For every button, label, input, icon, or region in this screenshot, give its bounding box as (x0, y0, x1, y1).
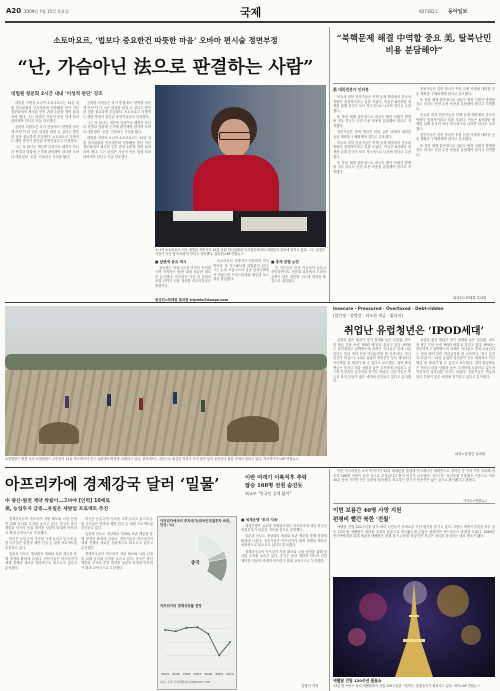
article-body-col5 (271, 259, 326, 299)
article-kicker: 中 광산·원전 계약 싹쓸이…고바야 [인력] 10배로 (5, 499, 110, 504)
article-byline: 카이로=연합뉴스 (463, 499, 488, 503)
article-headline: 취업난 유럽청년은 ‘IPOD세대’ (343, 326, 485, 337)
paragraph: 일본과 인도도 정상회의 개최와 차관 제공을 통해 영향력 확대에 나섰다. 전문가들은 아프리카가 세계 경제의 새로운 성장축으로 떠오르고 있다고 분석했다. (5, 552, 77, 570)
ipod-article (333, 306, 495, 461)
plane-crash-article (245, 469, 327, 689)
x-tick-label: 2010 (226, 672, 234, 676)
section-subhead: ■ 답변에 증교 역시 (155, 260, 187, 264)
paragraph: 이란 카스피항공 소속 여객기가 15일 테헤란을 출발해 아르메니아 예레반으로 향하던 중 이륙 직후 추락해 탑승자 168명 전원이 숨진 것으로 추정된다고 현지 언론이 보도했다. 사고기는 러시아제 투폴레프 기종으로 이륙 16분 만에 카즈빈 인근 들판에 떨어졌다. 외교부는 한국인 탑승객은 없는 것으로 확인됐다고 밝혔다. (333, 469, 495, 483)
article-body-col1 (11, 101, 79, 299)
article-body-col2 (416, 338, 495, 450)
paragraph: 또 북한 체제 불안정으로 대규모 탈북 사태가 발생할 경우 미국도 난민 수용 비용을 분담해야 한다고 지적했다. (333, 160, 411, 174)
photo-glasses (219, 132, 251, 140)
eiffel-article (333, 469, 495, 691)
page-number: A20 (6, 7, 22, 15)
article-rule (333, 503, 495, 504)
data-point (229, 641, 231, 643)
paragraph: 일본과 인도도 정상회의 개최와 차관 제공을 통해 영향력 확대에 나섰다. 전문가들은 아프리카가 세계 경제의 새로운 성장축으로 떠오르고 있다고 분석했다. (241, 534, 327, 548)
photo-worker (107, 394, 111, 406)
paragraph: 미국의 대북 전문가들은 북핵 문제 해결에서 중국의 역할이 결정적이라고 입을 모았다. 이들은 6자회담 재개를 위해 중국이 보다 적극적으로 나서야 한다고 주장했다. (333, 140, 411, 159)
article-byline: 김영식 기자 (301, 684, 319, 688)
paragraph: 또 북한 체제 불안정으로 대규모 탈북 사태가 발생할 경우 미국도 난민 수용 비용을 분담해야 한다고 지적했다. (333, 114, 411, 129)
paragraph: 세계은행은 글로벌 경제위기에도 아프리카에 대한 외국인 직접투자가 당분간 지속될 것으로 전망했다. (241, 523, 327, 533)
somaliland-photo (5, 306, 327, 456)
paragraph: 미국은 농업 분야 투자를 크게 늘리고 있으며 유럽 국가들은 항만과 제방 건설 등 대형 프로젝트를 추진하고 있다. (5, 536, 77, 551)
article-body-col2 (81, 517, 153, 689)
paragraph: 그는 또 판사는 개인적 감정이나 배경이 아니라 헌법과 법률에 근거해 판단해야 한다며 오바마 대통령의 ‘공감’ 기준과는 거리를 뒀다. (11, 145, 79, 159)
column-byline-head: 美 대북전문가 인터뷰 (333, 87, 369, 92)
section-rule (5, 467, 495, 468)
section-subhead: ■ 중재 판결 논란 (271, 260, 299, 264)
article-body (333, 525, 495, 575)
photo-nameplate (241, 217, 307, 231)
paragraph: 소토마요르 지명자가 인준되면 미국 역사상 첫 히스패닉계 대법관이 된다. 그는 뉴욕 브롱크스의 공공 임대주택에서 자랐으며 프린스턴대와 예일대 로스쿨을 졸업했다. (213, 259, 269, 282)
article-headline: “난, 가슴아닌 法으로 판결하는 사람” (17, 57, 314, 78)
chart-title: 아프리카의 경제성장률 전망 (160, 604, 202, 608)
photo-haystack (39, 422, 79, 444)
column-headline: “북핵문제 해결 中역할 중요 美, 탈북난민 비용 분담해야” (336, 34, 492, 56)
data-point (175, 630, 177, 632)
sotomayor-article (5, 27, 326, 300)
paper-issue-number: 제27362호 (418, 9, 439, 14)
paragraph: 일본과 인도도 정상회의 개최와 차관 제공을 통해 영향력 확대에 나섰다. 전문가들은 아프리카가 세계 경제의 새로운 성장축으로 떠오르고 있다고 분석했다. (81, 532, 153, 551)
x-tick-label: 2004 (161, 672, 169, 676)
x-tick-label: 2007 (193, 672, 202, 676)
paragraph: 미국은 농업 분야 투자를 크게 늘리고 있으며 유럽 국가들은 항만과 제방 건설 등 대형 프로젝트를 추진하고 있다. (81, 517, 153, 531)
series-line (165, 627, 230, 655)
paragraph: 유럽의 젊은 세대가 경기 침체와 높은 실업률, 과도한 세금 부담 속에 ‘IPOD 세대’로 불리고 있다. IPOD는 불안정하고 압박받으며 과세가 지나치고 빚에 시달린다는 뜻의 영어 단어 머리글자를 딴 신조어다. 영국 일간지 타임스는 14일 유럽의 청년층이 부모 세대보다 가난해질 첫 세대가 될 수 있다고 보도했다. 대학 졸업생들은 학자금 대출 상환과 높은 주거비에 시달리고 있으며 안정적인 일자리를 얻기도 어렵다. 전문가들은 연금과 복지 부담이 젊은 세대에 전가되고 있다고 분석했다. (333, 338, 411, 384)
masthead-rule (5, 21, 495, 23)
article-subhead: 대법원 청문회 2시간 내내 ‘이성적 판단’ 강조 (11, 92, 103, 97)
column-byline: 워싱턴=하태원 특파원 (453, 296, 487, 300)
article-kicker: 美, 농업투자 급증…유럽은 제방업 프로젝트 추진 (5, 507, 109, 512)
fdi-chart (157, 516, 237, 690)
x-tick-label: 2009 (215, 672, 223, 676)
paragraph: 대법관 지명자 소니아 소토마요르는 14일 상원 법사위원회 인사청문회 이틀째를 맞아 지난 청문회에서 제기된 인종 편향 논란을 정면 돌파하려 했다. 그는 판결은 가슴이 아닌 법에 따라 내려져야 한다고 거듭 강조했다. (11, 101, 79, 124)
photo-haystack (227, 416, 279, 442)
article-kicker: 펀평비 빨간 북한 ‘전월’ (333, 517, 391, 523)
article-body-col1 (333, 338, 411, 456)
paragraph: 에펠탑 건립 120주년을 맞아 파리 시민들이 다채로운 기념 행사를 즐기고 있다. 프랑스 혁명기념일을 하루 앞둔 13일 밤 에펠탑은 화려한 조명과 불꽃으로 장식됐으며 수많은 관광객이 샹드마르스 광장에 모였다. 1889년 만국박람회를 위해 세워진 에펠탑은 한때 철거 논란을 겪었지만 지금은 파리를 상징하는 대표 명소가 됐다. (333, 525, 495, 539)
photo-caption: 소니아 소토마요르 미국 대법관 지명자가 14일 상원 법사위원회 인사청문회에서 의원들의 질의에 답하고 있다. 그는 판결은 가슴이 아닌 법에 따라야 한다고 강조했다. 워싱턴=AP 연합뉴스 (155, 248, 326, 257)
column-divider (329, 469, 330, 691)
section-rule (5, 302, 495, 303)
paragraph: 경제강국들이 아프리카 자원 확보와 시장 선점을 위해 앞다퉈 투자를 늘리고 있다. 중국은 광산 개발과 인프라 건설 계약을 잇달아 따내며 아프리카 최대 교역국으로 부상했다. (81, 552, 153, 570)
plane-crash-text (333, 469, 495, 499)
photo-jacket (193, 155, 279, 219)
chart-title: 아프리카에서의 투자국가(외국인직접투자 비중, 단위: %) (160, 519, 231, 528)
data-point (218, 655, 220, 657)
sotomayor-photo (155, 85, 326, 247)
paragraph: 청문회는 이날 2시간 가까이 이어졌으며 지명자는 답변 내내 차분한 태도를 유지했다. 민주당은 다음 달 본회의 표결 전까지 인준 절차를 마무리한다는 방침이다. (155, 265, 211, 288)
article-body-col1 (5, 517, 77, 689)
column-body-col2 (416, 87, 495, 295)
photo-worker (173, 392, 177, 404)
article-byline: 파리=송평인 특파원 (455, 452, 486, 456)
eiffel-photo (333, 577, 495, 677)
paper-name: 동아일보 (448, 9, 468, 15)
photo-caption: 13일 밤 프랑스 파리 에펠탑에서 건립 120주년을 기념하는 불꽃놀이가 펼쳐지고 있다. 파리=AP 연합뉴스 (333, 684, 481, 688)
photo-worker (65, 396, 69, 408)
article-kicker: 이번 보름간 40명 사망 지원 (333, 508, 402, 514)
chart-source: 자료: 유엔 무역개발회의(UNCTAD), IMF (160, 680, 211, 684)
article-body-col2 (83, 101, 151, 299)
data-point (207, 633, 209, 635)
column-body-col1 (333, 95, 411, 301)
photo-caption-title: 에펠탑 건립 120주년 불꽃쇼 (333, 678, 382, 683)
article-body-col4 (213, 259, 269, 299)
line-chart (161, 611, 233, 677)
x-tick-label: 2008 (204, 672, 213, 676)
paragraph: 또 북한 체제 불안정으로 대규모 탈북 사태가 발생할 경우 미국도 난민 수용 비용을 분담해야 한다고 지적했다. (416, 97, 495, 111)
x-tick-label: 2006 (182, 672, 191, 676)
article-kicker: 소토마요르, ‘법보다 중요한건 따뜻한 마음’ 오바마 편시술 정면부정 (53, 36, 278, 45)
article-kicker-translation: (불안정 · 압박감 · 과도한 세금 · 빚더미) (333, 313, 403, 318)
data-point (197, 626, 199, 628)
headline-rule (333, 83, 495, 84)
paragraph: 전문가들은 한미 양국이 북한 급변 사태에 대비한 공동 계획을 구체화해야 한다고 강조했다. (416, 132, 495, 142)
article-subhead: 외교부 “한국인 승객 없어” (245, 491, 292, 496)
paragraph: 경제강국들이 아프리카 자원 확보와 시장 선점을 위해 앞다퉈 투자를 늘리고 있다. 중국은 광산 개발과 인프라 건설 계약을 잇달아 따내며 아프리카 최대 교역국으로 부상했다. (241, 549, 327, 563)
paragraph: 공화당 의원들은 과거 연설에서 ‘현명한 라틴계 여성’이 더 나은 판결을 내릴 수 있다고 발언한 점을 집요하게 추궁했다. 소토마요르 지명자는 해당 발언이 잘못된 표현이었다고 인정했다. (83, 101, 151, 119)
pie-center-label: 중국 (191, 561, 200, 566)
paragraph: 공화당 의원들은 과거 연설에서 ‘현명한 라틴계 여성’이 더 나은 판결을 내릴 수 있다고 발언한 점을 집요하게 추궁했다. 소토마요르 지명자는 해당 발언이 잘못된 표현이었다고 인정했다. (11, 125, 79, 144)
nk-column (333, 27, 495, 302)
masthead (0, 0, 500, 26)
paragraph: 미국의 대북 전문가들은 북핵 문제 해결에서 중국의 역할이 결정적이라고 입을 모았다. 이들은 6자회담 재개를 위해 중국이 보다 적극적으로 나서야 한다고 주장했다. (333, 95, 411, 113)
issue-date: 2009년 7월 15일 목요일 (24, 9, 69, 14)
section-title: 국제 (240, 6, 262, 19)
paragraph: 미국의 대북 전문가들은 북핵 문제 해결에서 중국의 역할이 결정적이라고 입을 모았다. 이들은 6자회담 재개를 위해 중국이 보다 적극적으로 나서야 한다고 주장했다. (416, 112, 495, 131)
photo-treeline (5, 354, 327, 370)
photo-caption: 소말릴란드 땅콩 농사 소말릴란드 주민들이 14일 하르게이사 인근 들판에서 땅콩을 수확하고 있다. 현지에서는 내전으로 매설된 지뢰가 아직 남아 있어 농민들이 위험 속에서 일하고 있다. 하르게이사=AP 연합뉴스 (5, 457, 299, 461)
paragraph: 또 북한 체제 불안정으로 대규모 탈북 사태가 발생할 경우 미국도 난민 수용 비용을 분담해야 한다고 지적했다. (416, 143, 495, 157)
photo-worker (201, 400, 205, 412)
article-byline: 워싱턴=하태원 특파원 triplets@donga.com (155, 298, 229, 302)
article-kicker: 탑승 168명 전원 숨진듯 (245, 483, 303, 489)
paragraph: 미 언론들은 인준 가능성이 높다고 전망하면서도 청문회 과정에서 드러난 공방이 향후 대법원 구도에 영향을 줄 것으로 내다봤다. (271, 265, 326, 284)
eiffel-tower-icon (333, 577, 495, 677)
paragraph: 대법관 지명자 소니아 소토마요르는 14일 상원 법사위원회 인사청문회 이틀째를 맞아 지난 청문회에서 제기된 인종 편향 논란을 정면 돌파하려 했다. 그는 판결은 가슴이 아닌 법에 따라 내려져야 한다고 거듭 강조했다. (83, 136, 151, 159)
data-point (186, 627, 188, 629)
paragraph: 경제강국들이 아프리카 자원 확보와 시장 선점을 위해 앞다퉈 투자를 늘리고 있다. 중국은 광산 개발과 인프라 건설 계약을 잇달아 따내며 아프리카 최대 교역국으로 부상했다. (5, 517, 77, 535)
article-kicker: 이란 여객기 이륙직후 추락 (245, 475, 307, 481)
section-subhead: ■ 세계은행 ‘투자 지속’ (241, 518, 279, 522)
article-body-col3 (155, 259, 211, 299)
photo-paper (173, 211, 233, 221)
article-headline: 아프리카에 경제강국 달러 ‘밀물’ (5, 475, 220, 493)
paragraph: 전문가들은 한미 양국이 북한 급변 사태에 대비한 공동 계획을 구체화해야 한다고 강조했다. (333, 130, 411, 139)
paragraph: 유럽의 젊은 세대가 경기 침체와 높은 실업률, 과도한 세금 부담 속에 ‘IPOD 세대’로 불리고 있다. IPOD는 불안정하고 압박받으며 과세가 지나치고 빚에 시달린다는 뜻의 영어 단어 머리글자를 딴 신조어다. 영국 일간지 타임스는 14일 유럽의 청년층이 부모 세대보다 가난해질 첫 세대가 될 수 있다고 보도했다. 대학 졸업생들은 학자금 대출 상환과 높은 주거비에 시달리고 있으며 안정적인 일자리를 얻기도 어렵다. 전문가들은 연금과 복지 부담이 젊은 세대에 전가되고 있다고 분석했다. (416, 338, 495, 379)
column-divider (329, 27, 330, 302)
column-headline-box (333, 31, 495, 83)
article-kicker: Insecure · Pressured · Overtaxed · Debt-ridden (333, 306, 444, 311)
paragraph: 그는 또 판사는 개인적 감정이나 배경이 아니라 헌법과 법률에 근거해 판단해야 한다며 오바마 대통령의 ‘공감’ 기준과는 거리를 뒀다. (83, 120, 151, 135)
photo-worker (139, 398, 143, 410)
x-tick-label: 2005 (172, 672, 180, 676)
data-point (164, 629, 166, 631)
paragraph: 전문가들은 한미 양국이 북한 급변 사태에 대비한 공동 계획을 구체화해야 한다고 강조했다. (416, 87, 495, 96)
